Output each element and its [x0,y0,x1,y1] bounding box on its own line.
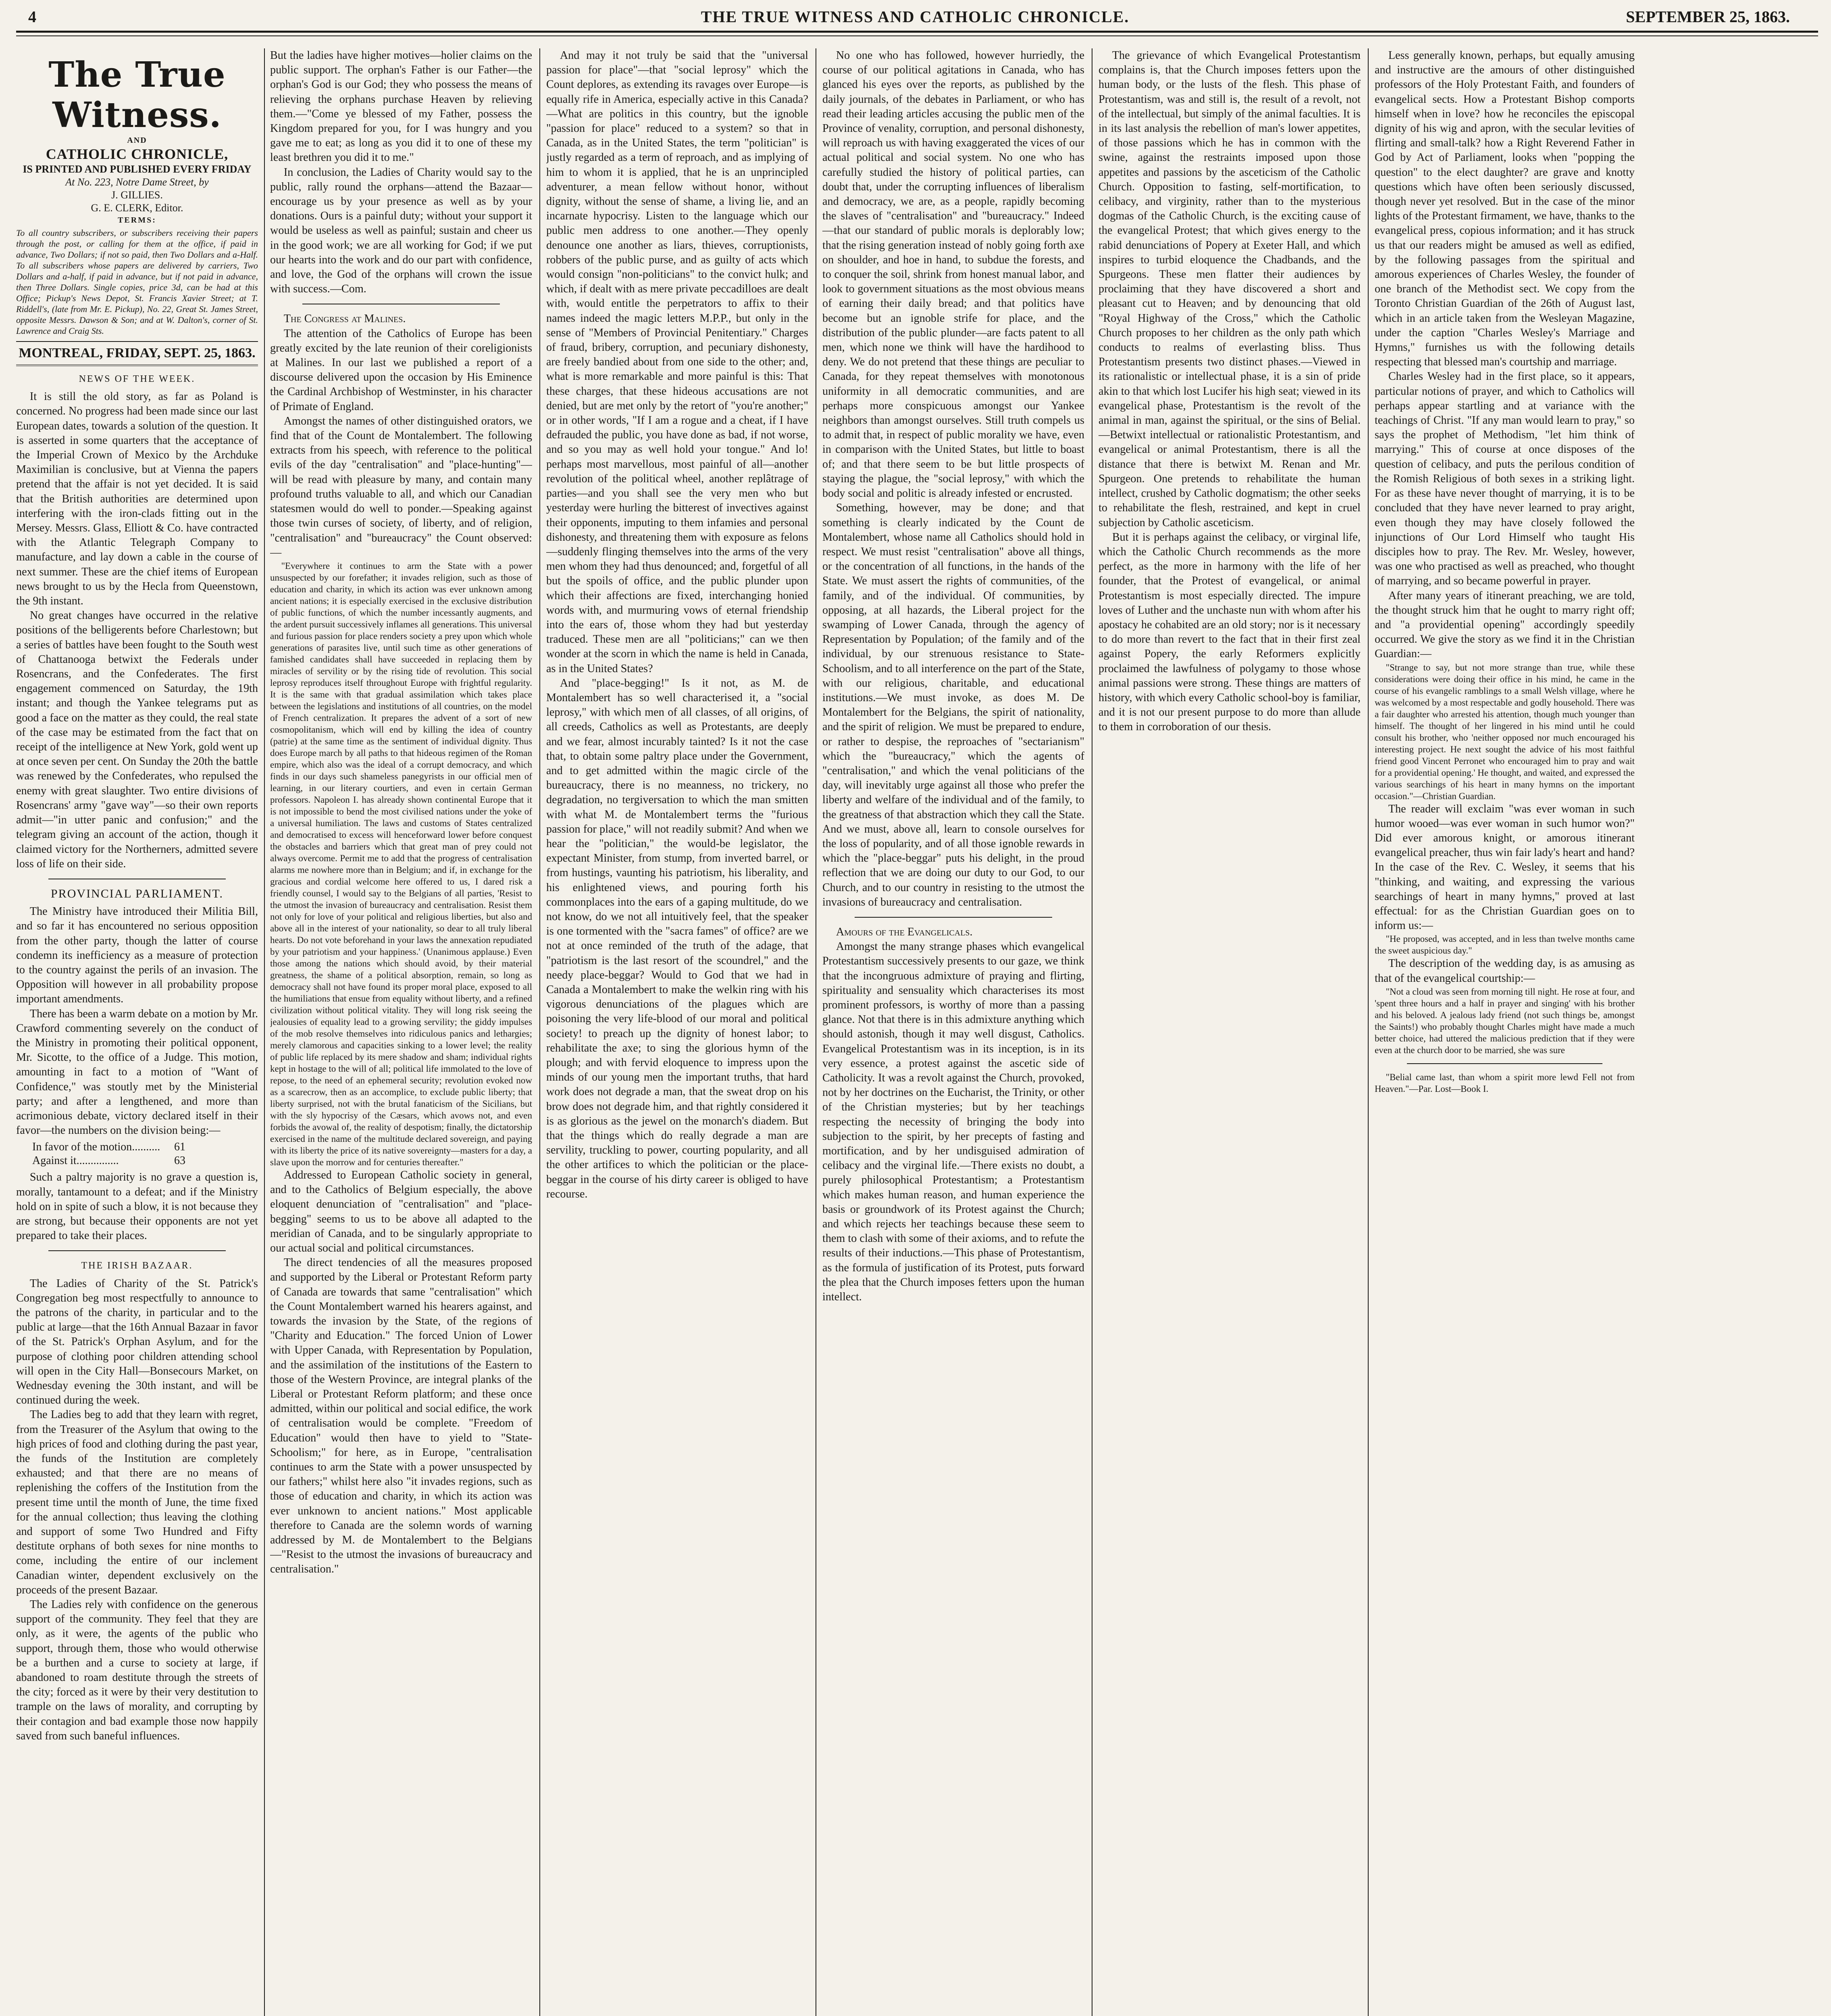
masthead-editor: G. E. CLERK, Editor. [91,202,183,214]
division-results [32,1140,258,1168]
paragraph: But it is perhaps against the celibacy, or virginal life, which the Catholic Church recommends as the more perfect, as the more in harmony with the life of her founder, that the Protest of evangelical, or animal Protestantism is most especially directed. The impure loves of Luther and the unchaste nun with whom after his apostacy he cohabited are an old story; nor is it necessary to do more than revert to the fact that in their first zeal against Popery, the early Reformers explicitly proclaimed the lawfulness of polygamy to those whose animal passions were strong. These things are matters of history, with which every Catholic school-boy is familiar, and it is not our present purpose to do more than allude to them in corroboration of our thesis. [1099,531,1361,733]
paragraph: No one who has followed, however hurriedly, the course of our political agitations in Canada, who has glanced his eyes over the reports, as published by the daily journals, of the debates in Parliament, or who has read their leading articles accusing the public men of the Province of venality, corruption, and personal dishonesty, will reproach us with having exaggerated the vices of our actual political and social system. No one who has carefully studied the history of political parties, can doubt that, under the corrupting influences of liberalism and democracy, we are, as a people, rapidly becoming the slaves of "centralisation" and "bureaucracy." Indeed—that our standard of public morals is deplorably low; that the rising generation instead of nobly going forth axe on shoulder, and hoe in hand, to subdue the forests, and to conquer the soil, shrink from honest manual labor, and look to government situations as the most obvious means of earning their daily bread; and that politics have become but an ignoble strife for place, and the distribution of the public plunder—are facts patent to all men, which none we think will have the hardihood to deny. We do not pretend that these things are peculiar to Canada, for they repeat themselves with monotonous uniformity in all democratic communities, and are perhaps more conspicuous amongst our Yankee neighbors than amongst ourselves. Still truth compels us to admit that, in respect of public morality we have, even in comparison with the United States, but little to boast of; and that there seem to be but little prospects of staying the plague, the "social leprosy," with which the body social and politic is already infested or encrusted. [822,49,1084,500]
paragraph: The Ladies rely with confidence on the generous support of the community. They feel that they are only, as it were, the agents of the public who support, through them, those who would otherwise be a burthen and a curse to society at large, if abandoned to roam destitute through the streets of the city; forced as it were by their very destitution to trample on the laws of morality, and corrupting by their contagion and bad example those now happily saved from such baneful influences. [16,1598,258,1742]
vote-row [32,1140,185,1154]
article-heading: The Congress at Malines. [283,312,406,325]
masthead-title: The True Witness. [48,54,226,135]
paragraph: Less generally known, perhaps, but equally amusing and instructive are the amours of other distinguished professors of the Holy Protestant Faith, and founders of evangelical sects. How a Protestant Bishop comports himself when in love? how he reconciles the episcopal dignity of his wig and apron, with the secular levities of flirting and small-talk? how a Right Reverend Father in God by Act of Parliament, looks when "popping the question" to the elect daughter? are grave and knotty questions which have often been seriously discussed, though never yet resolved. But in the case of the minor lights of the Protestant firmament, we have, thanks to the evangelical press, copious information; and it has struck us that our readers might be amused as well as edified, by the following passages from the spiritual and amorous experiences of Charles Wesley, the founder of one branch of the Methodist sect. We copy from the Toronto Christian Guardian of the 26th of August last, which in an article taken from the Wesleyan Magazine, under the caption "Charles Wesley's Marriage and Hymns," furnishes us with the following details respecting that blessed man's courtship and marriage. [1375,49,1635,369]
vote-row [32,1154,185,1168]
subscription-terms: To all country subscribers, or subscribers receiving their papers through the post, or calling for them at the office, if paid in advance, Two Dollars; if not so paid, then Two Dollars and a-Half. To all subscribers whose papers are delivered by carriers, Two Dollars and a-half, if paid in advance, but if not paid in advance, then Three Dollars. Single copies, price 3d, can be had at this Office; Pickup's News Depot, St. Francis Xavier Street; at T. Riddell's, (late from Mr. E. Pickup), No. 22, Great St. James Street, opposite Messrs. Dawson & Son; and at W. Dalton's, corner of St. Lawrence and Craig Sts. [16,228,258,336]
column-4 [822,48,1084,2016]
paragraph: Addressed to European Catholic society in general, and to the Catholics of Belgium especially, the above eloquent denunciation of "centralisation" and "place-begging" seems to us to be above all adapted to the meridian of Canada, and to be singularly appropriate to our actual social and political circumstances. [270,1168,532,1254]
block-quote: "Strange to say, but not more strange than true, while these considerations were doing their office in his mind, he came in the course of his evangelic ramblings to a small Welsh village, where he was welcomed by a most respectable and godly household. There was a fair daughter who arrested his attention, though much younger than himself. The thought of her lingered in his mind until he could consult his brother, who 'neither opposed nor much encouraged his interesting project. He next sought the advice of his most faithful friend good Vincent Perronet who encouraged him to pray and wait for a providential opening.' He thought, and waited, and expressed the various searchings of his heart in many hymns on the important occasion."—Christian Guardian. [1375,662,1635,801]
paragraph: No great changes have occurred in the relative positions of the belligerents before Charlestown; but a series of battles have been fought to the South west of Chattanooga betwixt the Federals under Rosencrans, and the Confederates. The first engagement commenced on Saturday, the 19th instant; and though the Yankee telegrams put as good a face on the matter as they could, the real state of the case may be estimated from the fact that on receipt of the intelligence at New York, gold went up at once seven per cent. On Sunday the 20th the battle was renewed by the Confederates, who repulsed the enemy with great slaughter. Two entire divisions of Rosencrans' army "gave way"—so their own reports admit—"in utter panic and confusion;" and the telegram giving an account of the action, though it claimed victory for the Northerners, admitted severe loss of life on their side. [16,609,258,870]
paragraph-continued: But the ladies have higher motives—holier claims on the public support. The orphan's Father is our Father—the orphan's God is our God; they who possess the means of relieving the orphans purchase Heaven by relieving them.—"Come ye blessed of my Father, possess the Kingdom prepared for you, for I was hungry and you gave me to eat; as long as you did it to one of these my least brethren you did it to me." [270,49,532,164]
section-heading: NEWS OF THE WEEK. [79,374,196,384]
paragraph: Amongst the names of other distinguished orators, we find that of the Count de Montalembert. The following extracts from his speech, with reference to the political evils of the day "centralisation" and "place-hunting"—will be read with pleasure by many, and contain many profound truths valuable to all, and which our Canadian statesmen would do well to ponder.—Speaking against those twin curses of society, of liberty, and of religion, "centralisation" and "bureaucracy" the Count observed:— [270,414,532,559]
paragraph: The direct tendencies of all the measures proposed and supported by the Liberal or Protestant Reform party of Canada are towards that same "centralisation" which the Count Montalembert warned his hearers against, and towards the invasion by the State, of the regions of "Charity and Education." The forced Union of Lower with Upper Canada, with Representation by Population, and the assimilation of the institutions of the Eastern to those of the Western Province, are integral planks of the Liberal or Protestant Reform platform; and these once admitted, within our political and social edifice, the work of centralisation would be complete. "Freedom of Education" would then have to yield to "State-Schoolism;" for here, as in Europe, "centralisation continues to arm the State with a power unsuspected by our fathers;" whilst here also "it invades regions, such as those of education and charity, in which its action was ever unknown to ancient nations." Most applicable therefore to Canada are the solemn words of warning addressed by M. de Montalembert to the Belgians—"Resist to the utmost the invasions of bureaucracy and centralisation." [270,1256,532,1576]
block-quote: "Not a cloud was seen from morning till night. He rose at four, and 'spent three hours and a half in prayer and singing' with his brother and his beloved. A jealous lady friend (not such things be, amongst the Saints!) who probably thought Charles might have made a much better choice, had uttered the malicious prediction that if they were even at the church door to be married, she was sure [1375,986,1635,1055]
column-1 [16,48,258,2016]
running-title: THE TRUE WITNESS AND CATHOLIC CHRONICLE. [701,8,1130,26]
section-heading: THE IRISH BAZAAR. [81,1260,193,1271]
footnote: "Belial came last, than whom a spirit more lewd Fell not from Heaven."—Par. Lost—Book I. [1375,1072,1635,1094]
paragraph: Such a paltry majority is no grave a question is, morally, tantamount to a defeat; and if the Ministry hold on in spite of such a blow, it is not because they are strong, but because their opponents are not yet prepared to take their places. [16,1171,258,1242]
paragraph: And may it not truly be said that the "universal passion for place"—that "social leprosy" which the Count deplores, as extending its ravages over Europe—is equally rife in America, especially active in this Canada?—What are politics in this country, but the ignoble "passion for place" reduced to a system? so that in Canada, as in the United States, the term "politician" is justly regarded as a term of reproach, and as implying of him to whom it is applied, that he is an unprincipled adventurer, a mean fellow without honor, without dignity, without the sense of shame, a living lie, and an incarnate hypocrisy. Listen to the language which our public men address to one another.—They openly denounce one another as liars, thieves, corruptionists, robbers of the public purse, and as guilty of acts which would consign "non-politicians" to the convict hulk; and which, if dealt with as mere private peccadilloes are dealt with, would entitle the perpetrators to affix to their names indeed the magic letters M.P.P., but only in the sense of "Members of Provincial Penitentiary." Charges of fraud, bribery, corruption, and pecuniary dishonesty, are freely bandied about from one side to the other; and, what is more remarkable and more painful is this: That these charges, that these hideous accusations are not denied, but are met only by the retort of "you're another;" or in other words, "If I am a rogue and a cheat, if I have defrauded the public, you have done as bad, if not worse, and so you may as well hold your tongue." And lo! perhaps most marvellous, most painful of all—another revolution of the political wheel, another replâtrage of parties—and you shall see the very men who but yesterday were hurling the bitterest of invectives against their opponents, imputing to them infamies and personal dishonesty, and threatening them with exposure as felons—suddenly flinging themselves into the arms of the very men whom they had thus denounced; and, forgetful of all but the spoils of office, and the public plunder upon which their affections are fixed, interchanging honied words with, and murmuring vows of eternal friendship into the ears of, those whom they had but yesterday traduced. These men are all "politicians;" can we then wonder at the scorn in which the name is held in Canada, as in the United States? [546,49,808,675]
masthead-address: At No. 223, Notre Dame Street, by [65,176,209,188]
vote-label: Against it............... [32,1154,119,1167]
column-rule [264,48,265,2016]
paragraph: The grievance of which Evangelical Protestantism complains is, that the Church imposes fetters upon the human body, or the lusts of the flesh. This phase of Protestantism, was and still is, the result of a revolt, not of the intellectual, but simply of the animal faculties. It is in its last analysis the rebellion of man's lower appetites, of those passions which he has in common with the swine, against the restraints imposed upon those appetites and passions by the asceticism of the Catholic Church. Opposition to fasting, self-mortification, to celibacy, and virginity, rather than to the mysterious dogmas of the Catholic Church, is the exciting cause of the evangelical Protest; that which gives energy to the rabid denunciations of Popery at Exeter Hall, and which inspires to turbid eloquence the Chadbands, and the Spurgeons. These men flatter their audiences by proclaiming that they have discovered a short and pleasant cut to Heaven; and by denouncing that old "Royal Highway of the Cross," which the Catholic Church proposes to her children as the only path which conducts to realms of everlasting bliss. Thus Protestantism presents two distinct phases.—Viewed in its rationalistic or intellectual phase, it is a sin of pride akin to that which lost Lucifer his high seat; viewed in its evangelical phase, Protestantism is the revolt of the animal in man, against the spiritual, or the sins of Belial.—Betwixt intellectual or rationalistic Protestantism, and evangelical or animal Protestantism, there is all the distance that there is betwixt M. Renan and Mr. Spurgeon. One pretends to rehabilitate the human intellect, crushed by Catholic dogmatism; the other seeks to rehabilitate the flesh, restrained, and kept in cruel subjection by Catholic asceticism. [1099,49,1361,529]
paragraph: And "place-begging!" Is it not, as M. de Montalembert has so well characterised it, a "social leprosy," with which men of all classes, of all origins, of all creeds, Catholics as well as Protestants, are deeply and we fear, almost incurably tainted? Is it not the case that, to obtain some paltry place under the Government, and to get admitted within the magic circle of the bureaucracy, there is no meanness, no trickery, no degradation, no tergiversation to which the man smitten with what M. de Montalembert terms the "furious passion for place," will not readily submit? And when we hear the "politician," the would-be legislator, the expectant Minister, from stump, from inverted barrel, or from hustings, vaunting his patriotism, his liberality, and his enlightened views, and pouring forth his commonplaces into the ears of a gaping multitude, do we not know, do we not all intuitively feel, that the speaker is one tormented with the "sacra fames" of office? are we not at once reminded of the truth of the adage, that "patriotism is the last resort of the scoundrel," and the needy place-beggar? Would to God that we had in Canada a Montalembert to make the welkin ring with his vigorous denunciations of the plagues which are poisoning the very life-blood of our moral and political society! to preach up the dignity of honest labor; to rehabilitate the axe; to sing the glorious hymn of the plough; and with fervid eloquence to impress upon the minds of our young men the important truths, that hard work does not degrade a man, that the sweat drop on his brow does not degrade him, and that rightly considered it is as glorious as the jewel on the monarch's diadem. But that the things which do really degrade a man are servility, truckling to power, courting popularity, and all the other artifices to which the politician or the place-beggar in the course of his dirty career is obliged to have recourse. [546,677,808,1200]
vote-label: In favor of the motion.......... [32,1141,160,1154]
column-rule [1368,48,1369,2016]
masthead-published: IS PRINTED AND PUBLISHED EVERY FRIDAY [23,163,252,175]
paragraph: The Ministry have introduced their Militia Bill, and so far it has encountered no serious opposition from the other party, though the latter of course condemn its inefficiency as a measure of protection to the country against the perils of an invasion. The Opposition will however in all probability propose important amendments. [16,905,258,1006]
header-rule [16,31,1818,33]
paragraph: Amongst the many strange phases which evangelical Protestantism successively presents to our gaze, we think that the incongruous admixture of praying and flirting, spirituality and sensuality which characterises its most prominent professors, is worthy of more than a passing glance. Not that there is in this admixture anything which should astonish, though it may well disgust, Catholics. Evangelical Protestantism was in its inception, is in its very essence, a protest against the ascetic side of Catholicity. It was a revolt against the Church, provoked, not by her doctrines on the Eucharist, the Trinity, or other of the Christian mysteries; but by her teachings respecting the necessity of bringing the body into subjection to the spirit, by her precepts of fasting and mortification, and by her undisguised admiration of celibacy and the virginal life.—There exists no doubt, a purely philosophical Protestantism; a Protestantism which makes human reason, and human experience the basis or groundwork of its Protest against the Church; and which rejects her teachings because these seem to them to clash with some of their axioms, and to refute the results of their inductions.—This phase of Protestantism, as the formula of justification of its Protest, puts forward the plea that the Church imposes fetters upon the human intellect. [822,940,1084,1304]
column-2 [270,48,532,2016]
column-rule [539,48,540,2016]
paragraph: Something, however, may be done; and that something is clearly indicated by the Count de Montalembert, whose name all Catholics should hold in respect. We must resist "centralisation" above all things, or the concentration of all functions, in the hands of the State. We must assert the rights of communities, of the family, and of the individual. Of communities, by opposing, at all hazards, the Liberal project for the swamping of Lower Canada, through the agency of Representation by Population; of the family and of the individual, by our strenuous resistance to State-Schoolism, and to all interference on the part of the State, with our religious, charitable, and educational institutions.—We must invoke, as does M. De Montalembert for the Belgians, the spirit of nationality, and the spirit of religion. We must be prepared to endure, or rather to despise, the reproaches of "sectarianism" which the "bureaucracy," which the agents of "centralisation," and which the venal politicians of the day, will inevitably urge against all those who prefer the liberty and welfare of the individual and of the family, to the greatness of that abstraction which they call the State. And we must, above all, learn to console ourselves for the loss of popularity, and of all those ignoble rewards in which the "place-beggar" puts his delight, in the proud reflection that we are doing our duty to our God, to our Church, and to our country in resisting to the utmost the invasions of bureaucracy and centralisation. [822,502,1084,908]
dateline: MONTREAL, FRIDAY, SEPT. 25, 1863. [16,341,258,366]
vote-count: 61 [174,1141,185,1154]
paragraph: The description of the wedding day, is as amusing as that of the evangelical courtship:— [1375,957,1635,985]
block-quote: "He proposed, was accepted, and in less than twelve months came the sweet auspicious day." [1375,934,1635,956]
header-rule-thin [16,35,1818,36]
column-6 [1375,48,1635,2016]
paragraph: The Ladies of Charity of the St. Patrick's Congregation beg most respectfully to announce to the patrons of the charity, in particular and to the public at large—that the 16th Annual Bazaar in favor of the St. Patrick's Orphan Asylum, and for the purpose of clothing poor children attending school will open in the City Hall—Bonsecours Market, on Wednesday evening the 30th instant, and will be continued during the week. [16,1277,258,1407]
masthead-terms-label: TERMS: [118,216,156,225]
section-heading: PROVINCIAL PARLIAMENT. [51,887,223,900]
paragraph: In conclusion, the Ladies of Charity would say to the public, rally round the orphans—attend the Bazaar—encourage us by your presence as well as by your donations. Ours is a painful duty; without your support it would be useless as well as painful; sustain and cheer us in the good work; we are all working for God; if we put our hearts into the work and do our part with confidence, and love, the God of the orphans will crown the issue with success.—Com. [270,166,532,296]
vote-count: 63 [174,1154,185,1167]
page-number: 4 [28,8,36,26]
column-3 [546,48,808,2016]
paragraph: After many years of itinerant preaching, we are told, the thought struck him that he ought to marry right off; and "a providential opening" accordingly speedily occurred. We give the story as we find it in the Christian Guardian:— [1375,589,1635,660]
paragraph: Charles Wesley had in the first place, so it appears, particular notions of prayer, and which to Catholics will perhaps appear startling and at variance with the teachings of Christ. "If any man would learn to pray," so says the prophet of Methodism, "let him think of marrying." This of course at once disposes of the question of celibacy, and puts the perilous condition of the Romish Religious of both sexes in a striking light. For as these have never thought of marrying, it is to be concluded that they have never learned to pray aright, even though they may have closely followed the injunctions of Our Lord Himself who taught His disciples how to pray. The Rev. Mr. Wesley, however, was one who practised as well as preached, who thought of marrying, and so became powerful in prayer. [1375,370,1635,587]
block-quote: "Everywhere it continues to arm the State with a power unsuspected by our forefather; it invades religion, such as those of education and charity, in which its action was ever unknown among ancient nations; it is especially exercised in the exclusive distribution of public functions, of which the number incessantly augments, and the ardent pursuit successively inflames all generations. This universal and furious passion for place renders society a prey upon which whole generations of parasites live, until such time as other generations of famished candidates shall have succeeded in replacing them by miracles of servility or by the rising tide of revolution. This social leprosy reproduces itself throughout Europe with frightful regularity. It is the same with that gradual assimilation which takes place between the legislations and institutions of all countries, on the model of French centralization. It prepares the advent of a sort of new cosmopolitanism, which will end by killing the idea of country (patrie) at the same time as the sentiment of individual dignity. Thus does Europe march by all paths to that hideous regimen of the Roman empire, which also was the ideal of a corrupt democracy, and which finds in our days such shameless panegyrists in our official men of learning, in our literary courtiers, and even in certain German professors. Napoleon I. has already shown continental Europe that it is not impossible to bend the most civilised nations under the yoke of a universal humiliation. The laws and customs of States centralized and democratised to excess will henceforward lower before conquest the obstacles and barriers which that great man of prey could not always overcome. Permit me to add that the progress of centralisation alarms me nowhere more than in Belgium; and if, in exchange for the gracious and cordial welcome here offered to us, I dared risk a friendly counsel, I would say to the Belgians of all parties, 'Resist to the utmost the invasion of bureaucracy and centralisation. Resist them not only for love of your political and religious liberties, but also and above all in the interest of your nationality, so dear to all truly liberal hearts. Do not vote beforehand in your laws the annexation repudiated by your patriotism and your happiness.' (Unanimous applause.) Even those among the nations which should avoid, by their material greatness, the shame of a political absorption, remain, so long as democracy shall not have found its proper moral place, exposed to all the humiliations that ensue from equality without liberty, and a refined civilization without political vitality. They will long risk seeing the jealousies of equality lead to a growing servility; the giddy impulses of the mob resolve themselves into ridiculous panics and lethargies; merely clamorous and capacities sinking to a lower level; the reality of public life replaced by its mere shadow and sham; individual rights kept in hostage to the will of all; political life immolated to the love of repose, to the need of an ephemeral security; revolution evoked now as a scarecrow, then as an accomplice, to exclude public liberty; that liberty surprised, not with the brutal fanaticism of the Sicilians, but with the sly hypocrisy of the Cæsars, which avows not, and even forbids the avowal of, the reality of despotism; finally, the dictatorship exercised in the name of the multitude declared sovereign, and paying with its liberty the price of its native sovereignty—masters for a day, a slave upon the morrow and for centuries thereafter." [270,560,532,1167]
masthead-and: AND [127,136,147,145]
footnote-rule [1407,1063,1602,1064]
masthead [16,55,258,226]
issue-date: SEPTEMBER 25, 1863. [1626,8,1790,26]
article-heading: Amours of the Evangelicals. [836,925,973,938]
masthead-subtitle: CATHOLIC CHRONICLE, [46,146,229,162]
paragraph: There has been a warm debate on a motion by Mr. Crawford commenting severely on the conduct of the Ministry in promoting their political opponent, Mr. Sicotte, to the office of a Judge. This motion, amounting in fact to a motion of "Want of Confidence," was stoutly met by the Ministerial party; and after a lengthened, and more than acrimonious debate, victory declared itself in their favor—the numbers on the division being:— [16,1007,258,1137]
paragraph: It is still the old story, as far as Poland is concerned. No progress had been made since our last European dates, towards a solution of the question. It is asserted in some quarters that the acceptance of the Imperial Crown of Mexico by the Archduke Maximilian is conclusive, but at Vienna the papers pretend that the affair is not yet decided. It is said that the British authorities are determined upon interfering with the iron-clads fitting out in the Mersey. Messrs. Glass, Elliott & Co. have contracted with the Atlantic Telegraph Company to manufacture, and lay down a cable in the course of next summer. These are the chief items of European news brought to us by the Hecla from Queenstown, the 9th instant. [16,390,258,608]
paragraph: The Ladies beg to add that they learn with regret, from the Treasurer of the Asylum that owing to the high prices of food and clothing during the past year, the funds of the Institution are completely exhausted; and that there are no means of replenishing the coffers of the Institution from the present time until the month of June, the time fixed for the annual collection; thus leaving the clothing and support of some Two Hundred and Fifty destitute orphans of both sexes for nine months to come, including the entire of our inclement Canadian winter, dependent exclusively on the proceeds of the present Bazaar. [16,1408,258,1596]
paragraph: The attention of the Catholics of Europe has been greatly excited by the late reunion of their coreligionists at Malines. In our last we published a report of a discourse delivered upon the occasion by His Eminence the Cardinal Archbishop of Westminster, in his character of Primate of England. [270,327,532,413]
paragraph: The reader will exclaim "was ever woman in such humor wooed—was ever woman in such humor won?" Did ever amorous knight, or amorous itinerant evangelical preacher, thus win fair lady's heart and hand? In the case of the Rev. C. Wesley, it seems that his "thinking, and waiting, and expressing the various searchings of heart in many hymns," proved at last effectual: for as the Christian Guardian goes on to inform us:— [1375,802,1635,932]
divider [855,917,1052,918]
masthead-publisher: J. GILLIES. [111,189,163,201]
divider [48,1250,226,1251]
page-header [28,7,1802,26]
column-5 [1099,48,1361,2016]
